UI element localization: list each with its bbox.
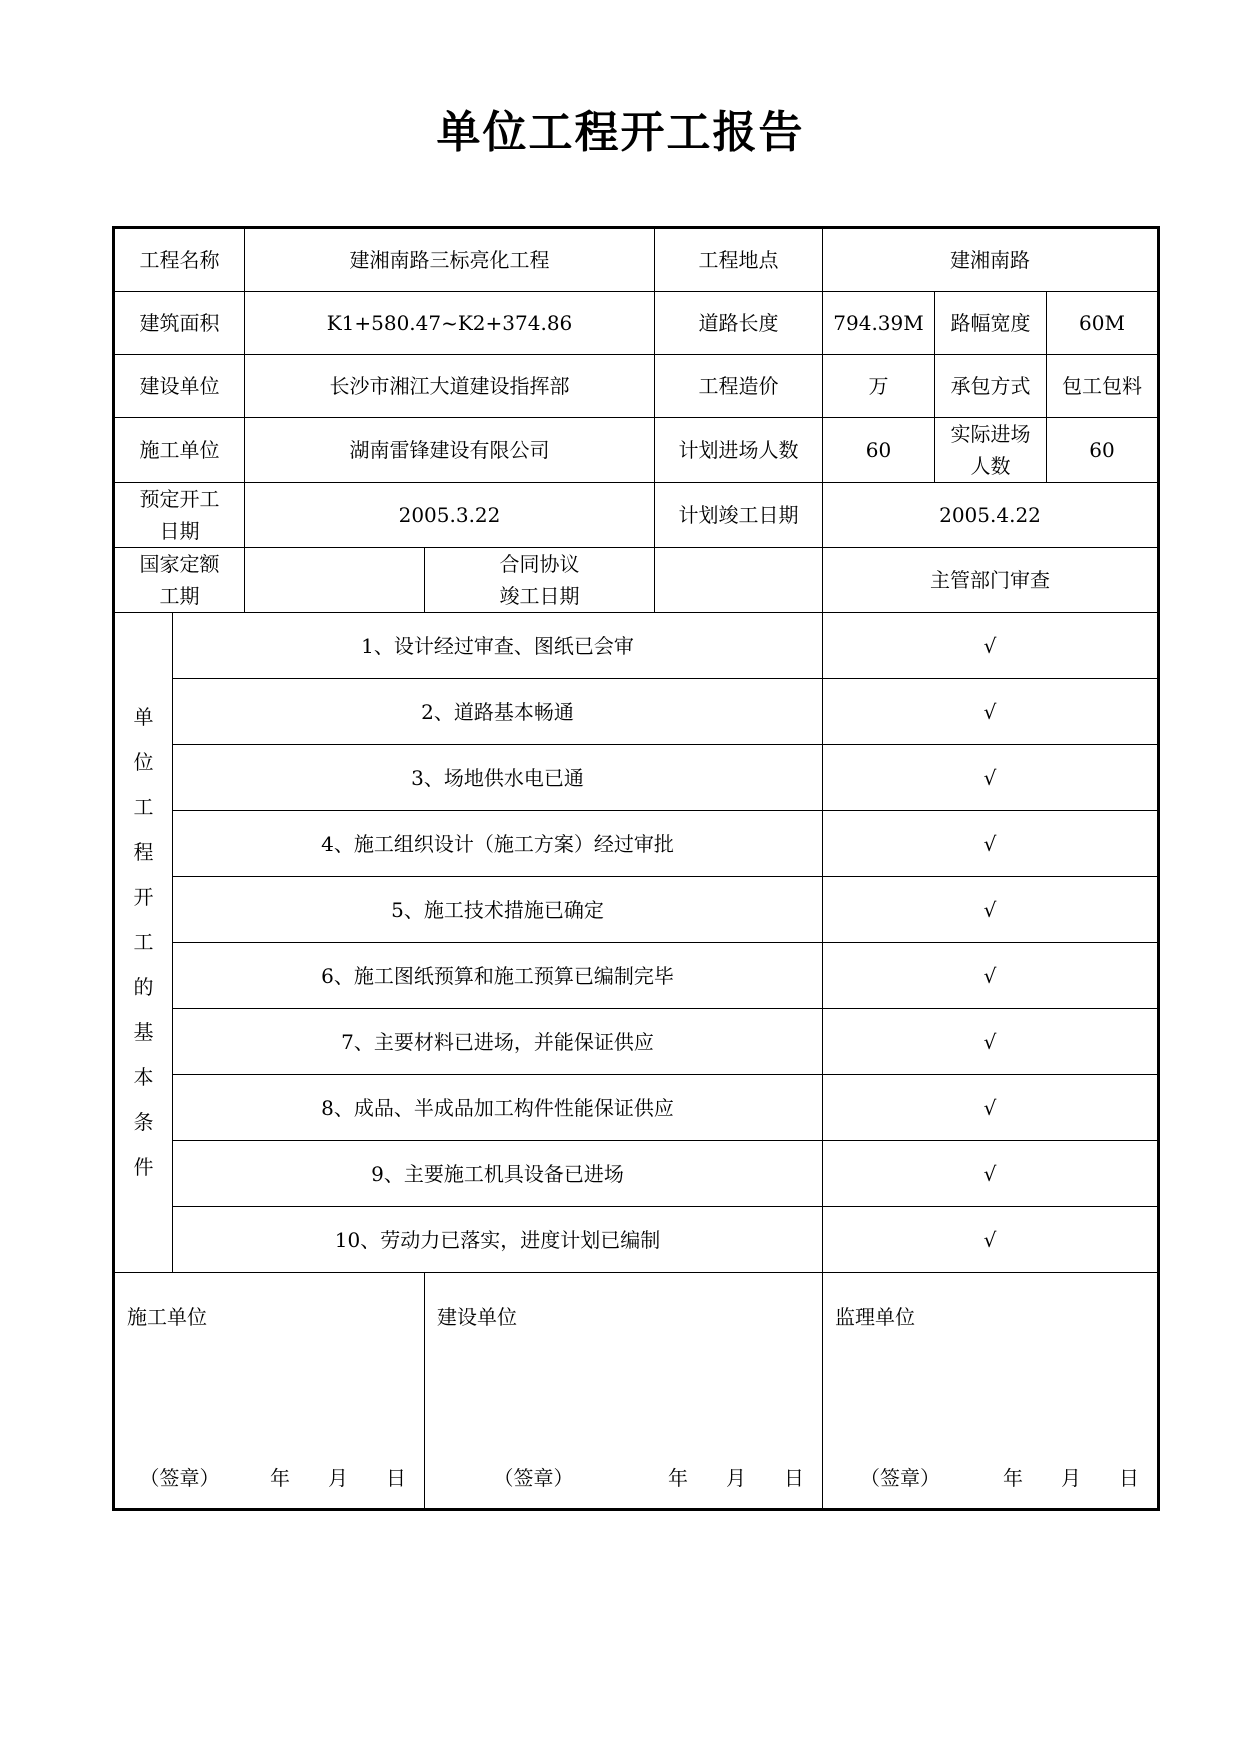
start-date-label: [114, 483, 245, 548]
contract-date-label: [425, 548, 655, 613]
actual-people-label-line2: 人数: [970, 454, 1011, 478]
actual-people-label-line1: 实际进场: [950, 422, 1031, 446]
road-width-label: 路幅宽度: [935, 292, 1047, 355]
constructor-label: 施工单位: [114, 418, 245, 483]
condition-text: 6、施工图纸预算和施工预算已编制完毕: [173, 943, 823, 1009]
condition-check: √: [823, 745, 1159, 811]
year-text: 年: [1003, 1466, 1024, 1490]
start-date-value: 2005.3.22: [245, 483, 655, 548]
condition-row: [114, 1009, 1159, 1075]
signature-footer: [835, 1462, 1139, 1494]
page-title: 单位工程开工报告: [436, 107, 805, 158]
condition-text: 3、场地供水电已通: [173, 745, 823, 811]
builder-value: 长沙市湘江大道建设指挥部: [245, 355, 655, 418]
condition-text: 4、施工组织设计（施工方案）经过审批: [173, 811, 823, 877]
planned-people-label: 计划进场人数: [655, 418, 823, 483]
conditions-label-text: 单 位 工 程 开 工 的 基 本 条 件: [133, 705, 154, 1179]
signature-footer: [437, 1462, 804, 1494]
report-table: [112, 226, 1160, 1511]
seal-text: （签章）: [493, 1466, 574, 1490]
condition-row: [114, 877, 1159, 943]
area-label: 建筑面积: [114, 292, 245, 355]
row-area: [114, 292, 1159, 355]
area-value: K1+580.47~K2+374.86: [245, 292, 655, 355]
row-project-name: [114, 228, 1159, 292]
row-quota: [114, 548, 1159, 613]
signature-footer: [127, 1462, 406, 1494]
month-text: 月: [726, 1466, 746, 1490]
condition-check: √: [823, 1141, 1159, 1207]
condition-row: [114, 1141, 1159, 1207]
year-text: 年: [270, 1466, 290, 1490]
condition-text: 9、主要施工机具设备已进场: [173, 1141, 823, 1207]
location-value: 建湘南路: [823, 228, 1159, 292]
condition-text: 2、道路基本畅通: [173, 679, 823, 745]
signature-label: 建设单位: [437, 1305, 517, 1329]
road-width-value: 60M: [1047, 292, 1159, 355]
condition-check: √: [823, 613, 1159, 679]
condition-text: 1、设计经过审查、图纸已会审: [173, 613, 823, 679]
signature-box-constructor: [114, 1273, 425, 1510]
quota-label: [114, 548, 245, 613]
condition-row: [114, 943, 1159, 1009]
condition-row: [114, 1207, 1159, 1273]
condition-text: 8、成品、半成品加工构件性能保证供应: [173, 1075, 823, 1141]
signature-label: 监理单位: [835, 1305, 915, 1329]
contract-mode-label: 承包方式: [935, 355, 1047, 418]
signature-row: [114, 1273, 1159, 1510]
cost-value: 万: [823, 355, 935, 418]
location-label: 工程地点: [655, 228, 823, 292]
condition-check: √: [823, 1207, 1159, 1273]
row-builder: [114, 355, 1159, 418]
day-text: 日: [1119, 1466, 1140, 1490]
road-length-value: 794.39M: [823, 292, 935, 355]
finish-date-value: 2005.4.22: [823, 483, 1159, 548]
condition-row: [114, 679, 1159, 745]
contract-date-label-line2: 竣工日期: [499, 584, 580, 608]
start-date-label-line2: 日期: [159, 519, 200, 543]
planned-people-value: 60: [823, 418, 935, 483]
actual-people-label: [935, 418, 1047, 483]
seal-text: （签章）: [139, 1466, 220, 1490]
day-text: 日: [386, 1466, 406, 1490]
review-label: 主管部门审查: [823, 548, 1159, 613]
finish-date-label: 计划竣工日期: [655, 483, 823, 548]
road-length-label: 道路长度: [655, 292, 823, 355]
year-text: 年: [668, 1466, 688, 1490]
signature-box-builder: [425, 1273, 823, 1510]
project-name-label: 工程名称: [114, 228, 245, 292]
condition-check: √: [823, 1009, 1159, 1075]
condition-row: [114, 811, 1159, 877]
condition-check: √: [823, 679, 1159, 745]
condition-text: 10、劳动力已落实，进度计划已编制: [173, 1207, 823, 1273]
condition-row: [114, 745, 1159, 811]
condition-check: √: [823, 943, 1159, 1009]
condition-check: √: [823, 1075, 1159, 1141]
condition-check: √: [823, 877, 1159, 943]
constructor-value: 湖南雷锋建设有限公司: [245, 418, 655, 483]
condition-check: √: [823, 811, 1159, 877]
quota-value: [245, 548, 425, 613]
month-text: 月: [328, 1466, 348, 1490]
condition-row: [114, 613, 1159, 679]
month-text: 月: [1061, 1466, 1082, 1490]
start-date-label-line1: 预定开工: [139, 487, 220, 511]
contract-date-value: [655, 548, 823, 613]
row-dates: [114, 483, 1159, 548]
row-constructor: [114, 418, 1159, 483]
builder-label: 建设单位: [114, 355, 245, 418]
project-name-value: 建湘南路三标亮化工程: [245, 228, 655, 292]
condition-text: 5、施工技术措施已确定: [173, 877, 823, 943]
condition-text: 7、主要材料已进场，并能保证供应: [173, 1009, 823, 1075]
condition-row: [114, 1075, 1159, 1141]
signature-box-supervisor: [823, 1273, 1159, 1510]
cost-label: 工程造价: [655, 355, 823, 418]
signature-label: 施工单位: [127, 1305, 207, 1329]
day-text: 日: [784, 1466, 804, 1490]
contract-mode-value: 包工包料: [1047, 355, 1159, 418]
quota-label-line1: 国家定额: [139, 552, 220, 576]
actual-people-value: 60: [1047, 418, 1159, 483]
seal-text: （签章）: [860, 1466, 940, 1490]
quota-label-line2: 工期: [159, 584, 200, 608]
conditions-label: [114, 613, 173, 1273]
contract-date-label-line1: 合同协议: [499, 552, 580, 576]
